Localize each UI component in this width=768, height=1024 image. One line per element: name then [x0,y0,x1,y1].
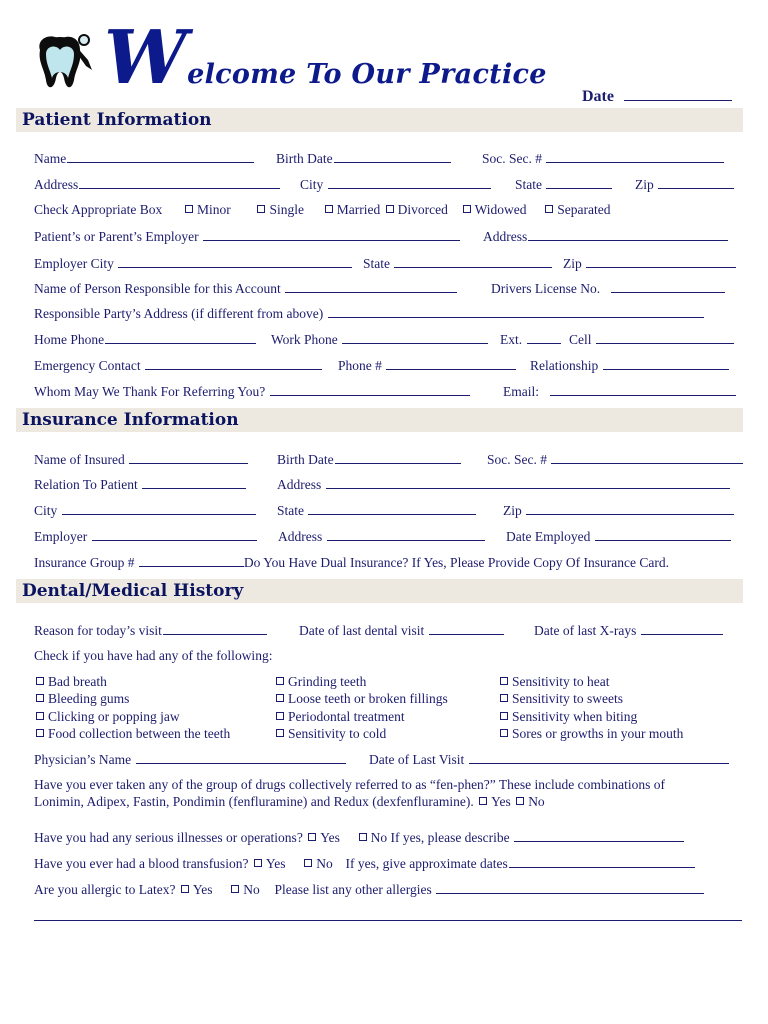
row-ins-soc-sec[interactable] [487,452,743,466]
fenphen-question: Have you ever taken any of the group of drugs collectively referred to as “fen-phen?” These include combinations of [34,777,666,792]
conditions-col-2 [274,673,448,742]
condition-item[interactable] [498,690,683,707]
row-resp-address[interactable] [34,306,704,320]
illness-yes-checkbox[interactable] [308,833,316,841]
name-insured-label: Name of Insured [34,452,125,467]
ext-blank[interactable] [527,332,561,344]
row-cell[interactable] [569,332,734,346]
insurance-group-blank[interactable] [139,555,244,567]
row-date-employed[interactable] [506,529,731,543]
condition-label: Loose teeth or broken fillings [288,691,448,707]
fenphen-no-label: No [528,794,545,809]
condition-label: Grinding teeth [288,674,367,689]
condition-label: Sensitivity when biting [512,708,638,724]
employer-zip-label: Zip [563,256,582,271]
row-ins-address[interactable] [277,477,730,491]
latex-no-checkbox[interactable] [231,885,239,893]
email-blank[interactable] [550,384,736,396]
last-xrays-label: Date of last X-rays [534,623,637,638]
patient-section-header [16,108,743,132]
row-email[interactable] [503,384,736,398]
condition-item[interactable] [498,708,683,725]
ins-birth-date-blank[interactable] [335,452,461,464]
relation-blank[interactable] [142,477,246,489]
ins-address-label: Address [277,477,322,492]
row-referral[interactable] [34,384,470,398]
fenphen-drugs: Lonimin, Adipex, Fastin, Pondimin (fenfluramine) and Redux (dexfenfluramine). [34,794,474,809]
ins-zip-label: Zip [503,503,522,518]
condition-checkbox[interactable] [500,677,508,685]
condition-checkbox[interactable] [36,729,44,737]
row-drivers-license[interactable] [491,281,725,295]
condition-checkbox[interactable] [276,712,284,720]
condition-checkbox[interactable] [276,677,284,685]
date-field[interactable] [582,89,732,103]
phone-label: Phone # [338,358,382,373]
row-last-visit[interactable] [369,752,729,766]
minor-checkbox[interactable] [185,205,193,213]
condition-label: Clicking or popping jaw [48,708,180,724]
reason-blank[interactable] [163,623,267,635]
employer-city-blank[interactable] [118,256,352,268]
ins-address-blank[interactable] [326,477,730,489]
row-marital [34,203,611,217]
birth-date-blank[interactable] [334,151,451,163]
transfusion-no-label: No [316,856,333,871]
resp-address-blank[interactable] [328,306,704,318]
phone-blank[interactable] [386,358,516,370]
insurance-group-label: Insurance Group # [34,555,135,570]
latex-label: Are you allergic to Latex? [34,882,176,897]
row-last-xrays[interactable] [534,623,723,637]
row-address[interactable] [34,177,280,191]
emergency-label: Emergency Contact [34,358,141,373]
row-physician[interactable] [34,752,346,766]
conditions-col-1 [34,673,230,742]
fenphen-yes-label: Yes [491,794,511,809]
last-visit-blank[interactable] [469,752,729,764]
last-dental-label: Date of last dental visit [299,623,425,638]
referral-label: Whom May We Thank For Referring You? [34,384,266,399]
row-ins-employer[interactable] [34,529,257,543]
address-label: Address [34,177,79,192]
row-work-phone[interactable] [271,332,488,346]
row-name-insured[interactable] [34,452,248,466]
separated-label: Separated [557,202,611,217]
row-illness[interactable] [34,830,684,844]
illness-describe-label: If yes, please describe [390,830,510,845]
row-employer-state[interactable] [363,256,552,270]
ins-city-blank[interactable] [62,503,256,515]
ins-state-label: State [277,503,304,518]
row-ins-city[interactable] [34,503,256,517]
fenphen-no-checkbox[interactable] [516,797,524,805]
row-responsible[interactable] [34,281,457,295]
row-reason[interactable] [34,623,267,637]
row-last-dental[interactable] [299,623,504,637]
illness-blank[interactable] [514,830,684,842]
ins-state-blank[interactable] [308,503,476,515]
row-transfusion[interactable] [34,856,695,870]
row-ins-birth-date[interactable] [277,452,461,466]
row-employer[interactable] [34,229,460,243]
employer-state-blank[interactable] [394,256,552,268]
condition-checkbox[interactable] [500,694,508,702]
employer-address-label: Address [483,229,528,244]
check-box-label: Check Appropriate Box [34,202,163,217]
condition-checkbox[interactable] [500,729,508,737]
row-ins-zip[interactable] [503,503,734,517]
name-label: Name [34,151,67,166]
widowed-label: Widowed [474,202,527,217]
transfusion-yes-checkbox[interactable] [254,859,262,867]
ins-birth-date-label: Birth Date [277,452,334,467]
row-ins-emp-address[interactable] [278,529,485,543]
referral-blank[interactable] [270,384,470,396]
condition-label: Sensitivity to sweets [512,691,623,707]
condition-label: Sores or growths in your mouth [512,725,684,741]
reason-label: Reason for today’s visit [34,623,162,638]
home-phone-blank[interactable] [105,332,256,344]
condition-label: Bad breath [48,674,107,689]
fenphen-yes-checkbox[interactable] [479,797,487,805]
transfusion-dates-label: If yes, give approximate dates [345,856,508,871]
row-ext[interactable] [500,332,561,346]
cell-label: Cell [569,332,592,347]
minor-label: Minor [196,202,231,217]
illness-no-label: No [370,830,388,845]
condition-label: Sensitivity to cold [288,725,387,741]
address-blank[interactable] [79,177,280,189]
row-insurance-group[interactable] [34,555,669,569]
employer-city-label: Employer City [34,256,114,271]
single-checkbox[interactable] [257,205,265,213]
separated-checkbox[interactable] [545,205,553,213]
state-blank[interactable] [546,177,612,189]
allergies-label: Please list any other allergies [274,882,432,897]
transfusion-no-checkbox[interactable] [304,859,312,867]
patient-heading: Patient Information [22,110,212,130]
row-relationship[interactable] [530,358,729,372]
name-insured-blank[interactable] [129,452,248,464]
condition-checkbox[interactable] [276,694,284,702]
email-label: Email: [503,384,539,399]
condition-checkbox[interactable] [500,712,508,720]
ins-emp-address-blank[interactable] [327,529,485,541]
work-phone-label: Work Phone [271,332,338,347]
condition-checkbox[interactable] [36,712,44,720]
row-fenphen [34,795,545,809]
married-checkbox[interactable] [325,205,333,213]
row-birth-date[interactable] [276,151,451,165]
physician-label: Physician’s Name [34,752,132,767]
history-heading: Dental/Medical History [22,581,244,601]
ins-soc-sec-label: Soc. Sec. # [487,452,547,467]
condition-item[interactable] [34,708,230,725]
row-name[interactable] [34,151,254,165]
zip-label: Zip [635,177,654,192]
resp-address-label: Responsible Party’s Address (if different from above) [34,306,324,321]
date-label: Date [582,88,614,105]
row-relation[interactable] [34,477,246,491]
ins-employer-label: Employer [34,529,88,544]
relationship-label: Relationship [530,358,599,373]
row-ins-state[interactable] [277,503,476,517]
condition-item[interactable] [34,725,230,742]
row-latex[interactable] [34,882,704,896]
city-label: City [300,177,324,192]
last-visit-label: Date of Last Visit [369,752,465,767]
name-blank[interactable] [67,151,254,163]
allergies-extra-line[interactable] [34,920,742,921]
date-underline[interactable] [624,89,732,101]
home-phone-label: Home Phone [34,332,105,347]
condition-checkbox[interactable] [276,729,284,737]
condition-item[interactable] [498,725,683,742]
condition-item[interactable] [274,725,448,742]
row-employer-address[interactable] [483,229,728,243]
row-employer-city[interactable] [34,256,352,270]
condition-item[interactable] [34,673,230,690]
condition-label: Food collection between the teeth [48,725,231,741]
employer-label: Patient’s or Parent’s Employer [34,229,199,244]
drivers-license-blank[interactable] [611,281,725,293]
allergies-blank[interactable] [436,882,704,894]
check-if-label: Check if you have had any of the following: [34,648,273,663]
row-home-phone[interactable] [34,332,256,346]
illness-yes-label: Yes [320,830,340,845]
condition-label: Bleeding gums [48,691,130,707]
transfusion-blank[interactable] [509,856,695,868]
soc-sec-blank[interactable] [546,151,724,163]
birth-date-label: Birth Date [276,151,333,166]
transfusion-label: Have you ever had a blood transfusion? [34,856,249,871]
single-label: Single [269,202,304,217]
illness-label: Have you had any serious illnesses or operations? [34,830,303,845]
relationship-blank[interactable] [603,358,729,370]
tooth-icon [30,30,96,94]
cell-blank[interactable] [596,332,734,344]
responsible-blank[interactable] [285,281,457,293]
employer-blank[interactable] [203,229,460,241]
ins-employer-blank[interactable] [92,529,257,541]
date-employed-label: Date Employed [506,529,591,544]
row-phone[interactable] [338,358,516,372]
drivers-license-label: Drivers License No. [491,281,601,296]
condition-label: Periodontal treatment [288,708,405,724]
insurance-heading: Insurance Information [22,410,239,430]
divorced-checkbox[interactable] [386,205,394,213]
responsible-label: Name of Person Responsible for this Account [34,281,281,296]
latex-no-label: No [243,882,260,897]
relation-label: Relation To Patient [34,477,138,492]
condition-checkbox[interactable] [36,694,44,702]
title-rest: elcome To Our Practice [187,59,547,90]
condition-checkbox[interactable] [36,677,44,685]
transfusion-yes-label: Yes [265,856,286,871]
ins-zip-blank[interactable] [526,503,734,515]
condition-label: Sensitivity to heat [512,674,610,689]
physician-blank[interactable] [136,752,346,764]
condition-item[interactable] [274,673,448,690]
row-state[interactable] [515,177,612,191]
condition-item[interactable] [274,690,448,707]
page-title [104,15,547,101]
ext-label: Ext. [500,332,523,347]
title-initial: W [104,15,188,101]
widowed-checkbox[interactable] [463,205,471,213]
history-section-header [16,579,743,603]
row-employer-zip[interactable] [563,256,736,270]
emergency-blank[interactable] [145,358,322,370]
married-label: Married [336,202,381,217]
latex-yes-label: Yes [192,882,213,897]
ins-emp-address-label: Address [278,529,323,544]
condition-item[interactable] [498,673,683,690]
conditions-col-3 [498,673,683,742]
condition-item[interactable] [34,690,230,707]
row-soc-sec[interactable] [482,151,724,165]
date-employed-blank[interactable] [595,529,731,541]
row-emergency[interactable] [34,358,322,372]
work-phone-blank[interactable] [342,332,488,344]
divorced-label: Divorced [397,202,448,217]
ins-soc-sec-blank[interactable] [551,452,743,464]
latex-yes-checkbox[interactable] [181,885,189,893]
employer-address-blank[interactable] [528,229,728,241]
ins-city-label: City [34,503,58,518]
illness-no-checkbox[interactable] [359,833,367,841]
dual-insurance-label: Do You Have Dual Insurance? If Yes, Please Provide Copy Of Insurance Card. [243,555,670,570]
state-label: State [515,177,542,192]
row-city[interactable] [300,177,491,191]
insurance-section-header [16,408,743,432]
soc-sec-label: Soc. Sec. # [482,151,542,166]
last-dental-blank[interactable] [429,623,504,635]
employer-state-label: State [363,256,390,271]
last-xrays-blank[interactable] [641,623,723,635]
zip-blank[interactable] [658,177,734,189]
condition-item[interactable] [274,708,448,725]
row-zip[interactable] [635,177,734,191]
city-blank[interactable] [328,177,491,189]
employer-zip-blank[interactable] [586,256,736,268]
